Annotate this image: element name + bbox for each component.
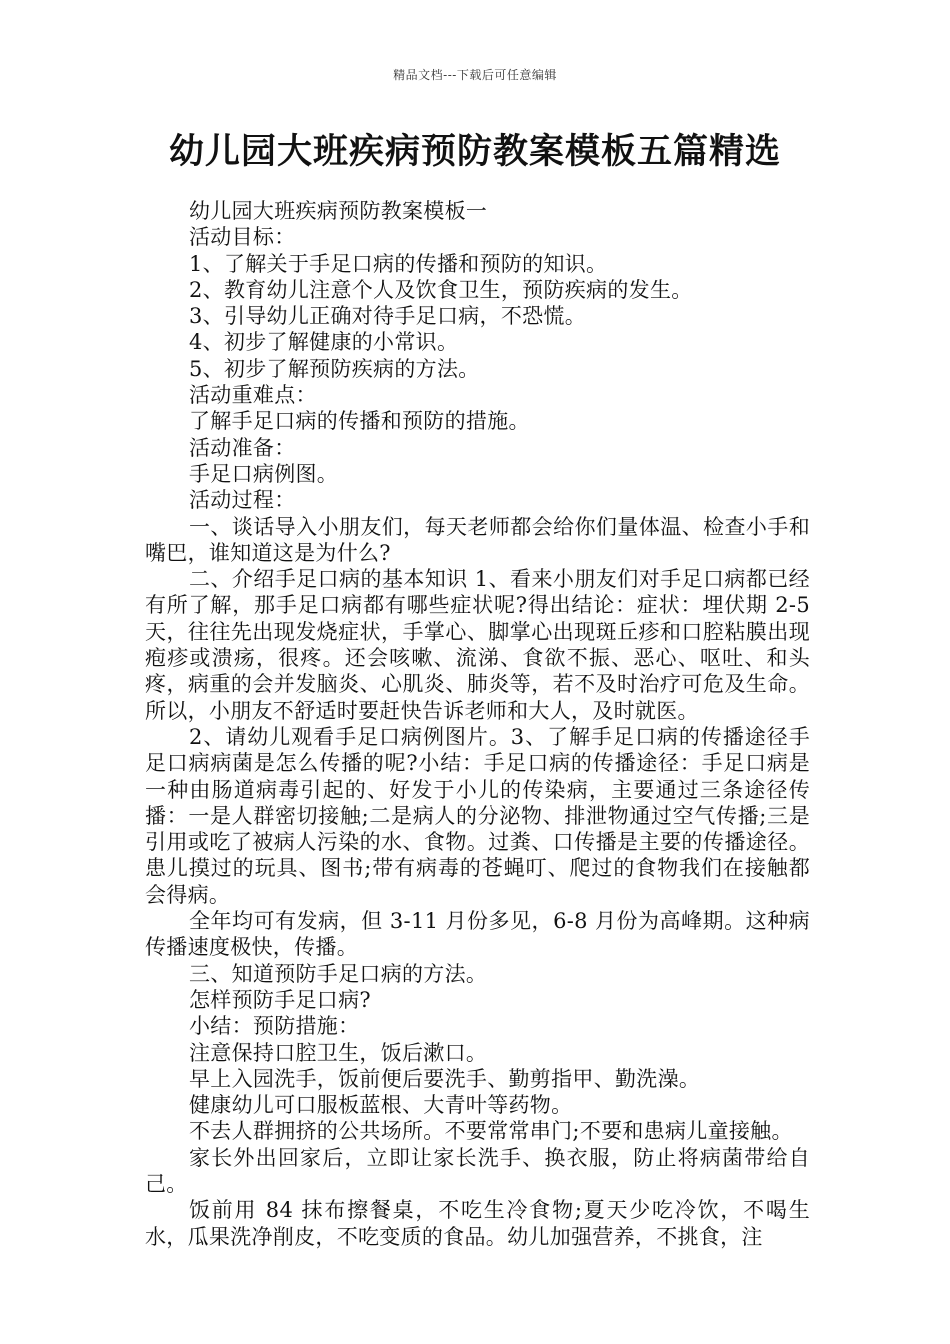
paragraph-goal-5: 5、初步了解预防疾病的方法。 [189, 356, 480, 381]
paragraph-goal-1: 1、了解关于手足口病的传播和预防的知识。 [189, 251, 608, 276]
paragraph-goal-3: 3、引导幼儿正确对待手足口病，不恐慌。 [189, 304, 587, 329]
paragraph-measure-1: 注意保持口腔卫生，饭后漱口。 [189, 1040, 488, 1065]
document-title: 幼儿园大班疾病预防教案模板五篇精选 [168, 132, 781, 172]
paragraph-prevention-summary: 小结：预防措施： [189, 1014, 360, 1039]
document-body [145, 198, 810, 1250]
paragraph-goal-2: 2、教育幼儿注意个人及饮食卫生，预防疾病的发生。 [189, 277, 693, 302]
paragraph-transmission: 2、请幼儿观看手足口病例图片。3、了解手足口病的传播途径手足口病病菌是怎么传播的呢?小结：手足口病的传播途径：手足口病是一种由肠道病毒引起的、好发于小儿的传染病，主要通过三条途径传播：一是人群密切接触;二是病人的分泌物、排泄物通过空气传播;三是引用或吃了被病人污染的水、食物。过粪、口传播是主要的传播途径。患儿摸过的玩具、图书;带有病毒的苍蝇叮、爬过的食物我们在接触都会得病。 [145, 724, 810, 907]
paragraph-measure-3: 健康幼儿可口服板蓝根、大青叶等药物。 [189, 1093, 573, 1118]
paragraph-process-heading: 活动过程： [189, 488, 296, 513]
paragraph-prevention-heading: 三、知道预防手足口病的方法。 [189, 961, 488, 986]
paragraph-measure-5: 家长外出回家后，立即让家长洗手、换衣服，防止将病菌带给自己。 [145, 1145, 810, 1196]
paragraph-measure-6: 饭前用 84 抹布擦餐桌，不吃生冷食物;夏天少吃冷饮，不喝生水，瓜果洗净削皮，不吃变质的食品。幼儿加强营养，不挑食，注 [145, 1198, 810, 1249]
paragraph-prevention-question: 怎样预防手足口病? [189, 987, 371, 1012]
paragraph-key-points: 了解手足口病的传播和预防的措施。 [189, 409, 530, 434]
paragraph-goal-4: 4、初步了解健康的小常识。 [189, 330, 459, 355]
paragraph-season: 全年均可有发病，但 3-11 月份多见，6-8 月份为高峰期。这种病传播速度极快，传播。 [145, 909, 810, 960]
paragraph-measure-4: 不去人群拥挤的公共场所。不要常常串门;不要和患病儿童接触。 [189, 1119, 793, 1144]
paragraph-key-points-heading: 活动重难点： [189, 383, 317, 408]
page-header-note: 精品文档---下载后可任意编辑 [393, 68, 557, 82]
paragraph-goals-heading: 活动目标： [189, 225, 296, 250]
paragraph-preparation: 手足口病例图。 [189, 461, 339, 486]
paragraph-preparation-heading: 活动准备： [189, 435, 296, 460]
paragraph-section-heading: 幼儿园大班疾病预防教案模板一 [189, 199, 488, 223]
paragraph-process-intro: 一、谈话导入小朋友们，每天老师都会给你们量体温、检查小手和嘴巴，谁知道这是为什么? [145, 514, 810, 565]
paragraph-measure-2: 早上入园洗手，饭前便后要洗手、勤剪指甲、勤洗澡。 [189, 1066, 701, 1091]
paragraph-basic-knowledge: 二、介绍手足口病的基本知识 1、看来小朋友们对手足口病都已经有所了解，那手足口病都有哪些症状呢?得出结论：症状：埋伏期 2-5 天，往往先出现发烧症状，手掌心、脚掌心出现斑丘疹和口腔粘膜出现疱疹或溃疡，很疼。还会咳嗽、流涕、食欲不振、恶心、呕吐、和头疼，病重的会并发脑炎、心肌炎、肺炎等，若不及时治疗可危及生命。所以，小朋友不舒适时要赶快告诉老师和大人，及时就医。 [145, 567, 810, 723]
